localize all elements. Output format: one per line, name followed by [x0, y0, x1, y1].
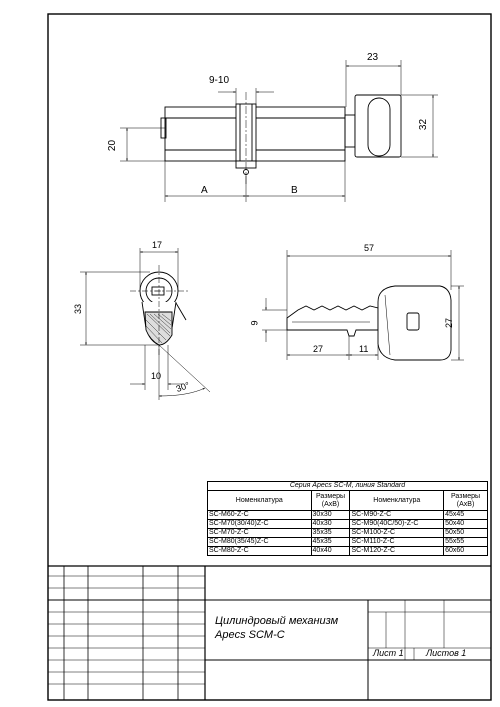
dim-9-label: 9 [249, 320, 260, 326]
dim-20-label: 20 [107, 139, 119, 152]
header-sizes-right: Размеры (AxB) [444, 491, 488, 511]
title-line-2: Apecs SCM-C [215, 629, 285, 641]
sheet-number: Лист 1 [373, 648, 404, 658]
spec-table-caption: Серия Apecs SC-M, линия Standard [208, 482, 488, 491]
dim-b-label: B [291, 185, 298, 196]
right-name: SC-M100-Z-C [350, 529, 444, 538]
dim-10-label: 10 [151, 371, 162, 381]
dim-27-h-label: 27 [313, 344, 324, 354]
header-sizes-left: Размеры (AxB) [311, 491, 350, 511]
angle-30-label: 30° [174, 379, 191, 395]
right-name: SC-M110-Z-C [350, 538, 444, 547]
drawing-title [215, 614, 338, 642]
table-row [208, 538, 488, 547]
right-size: 55x55 [444, 538, 488, 547]
spec-table [207, 481, 488, 556]
right-size: 60x60 [444, 547, 488, 556]
left-name: SC-M60-Z-C [208, 511, 312, 520]
left-name: SC-M70(30/40)Z-C [208, 520, 312, 529]
left-name: SC-M70-Z-C [208, 529, 312, 538]
left-size: 40x40 [311, 547, 350, 556]
dim-17-label: 17 [152, 240, 163, 250]
right-name: SC-M90-Z-C [350, 511, 444, 520]
left-size: 30x30 [311, 511, 350, 520]
cylinder-top-view [161, 92, 401, 185]
dim-23-label: 23 [367, 52, 379, 63]
left-name: SC-M80-Z-C [208, 547, 312, 556]
dim-27-v-label: 27 [444, 317, 455, 329]
table-row [208, 511, 488, 520]
dim-a-label: A [201, 185, 208, 196]
left-size: 45x35 [311, 538, 350, 547]
header-nomenclature-left: Номенклатура [208, 491, 312, 511]
dim-33-label: 33 [73, 303, 84, 315]
table-row [208, 520, 488, 529]
header-nomenclature-right: Номенклатура [350, 491, 444, 511]
dim-32-label: 32 [418, 118, 430, 131]
table-row [208, 547, 488, 556]
right-name: SC-M90(40C/50)-Z-C [350, 520, 444, 529]
dim-57-label: 57 [364, 243, 375, 253]
left-size: 40x30 [311, 520, 350, 529]
dim-9-10-label: 9-10 [209, 75, 230, 86]
table-row [208, 529, 488, 538]
right-name: SC-M120-Z-C [350, 547, 444, 556]
sheet-count: Листов 1 [426, 648, 467, 658]
right-size: 50x40 [444, 520, 488, 529]
key-view [287, 286, 451, 360]
cylinder-profile-view [130, 265, 190, 355]
right-size: 50x50 [444, 529, 488, 538]
dim-11-label: 11 [359, 344, 369, 354]
left-name: SC-M80(35/45)Z-C [208, 538, 312, 547]
title-line-1: Цилиндровый механизм [215, 615, 339, 627]
right-size: 45x45 [444, 511, 488, 520]
left-size: 35x35 [311, 529, 350, 538]
